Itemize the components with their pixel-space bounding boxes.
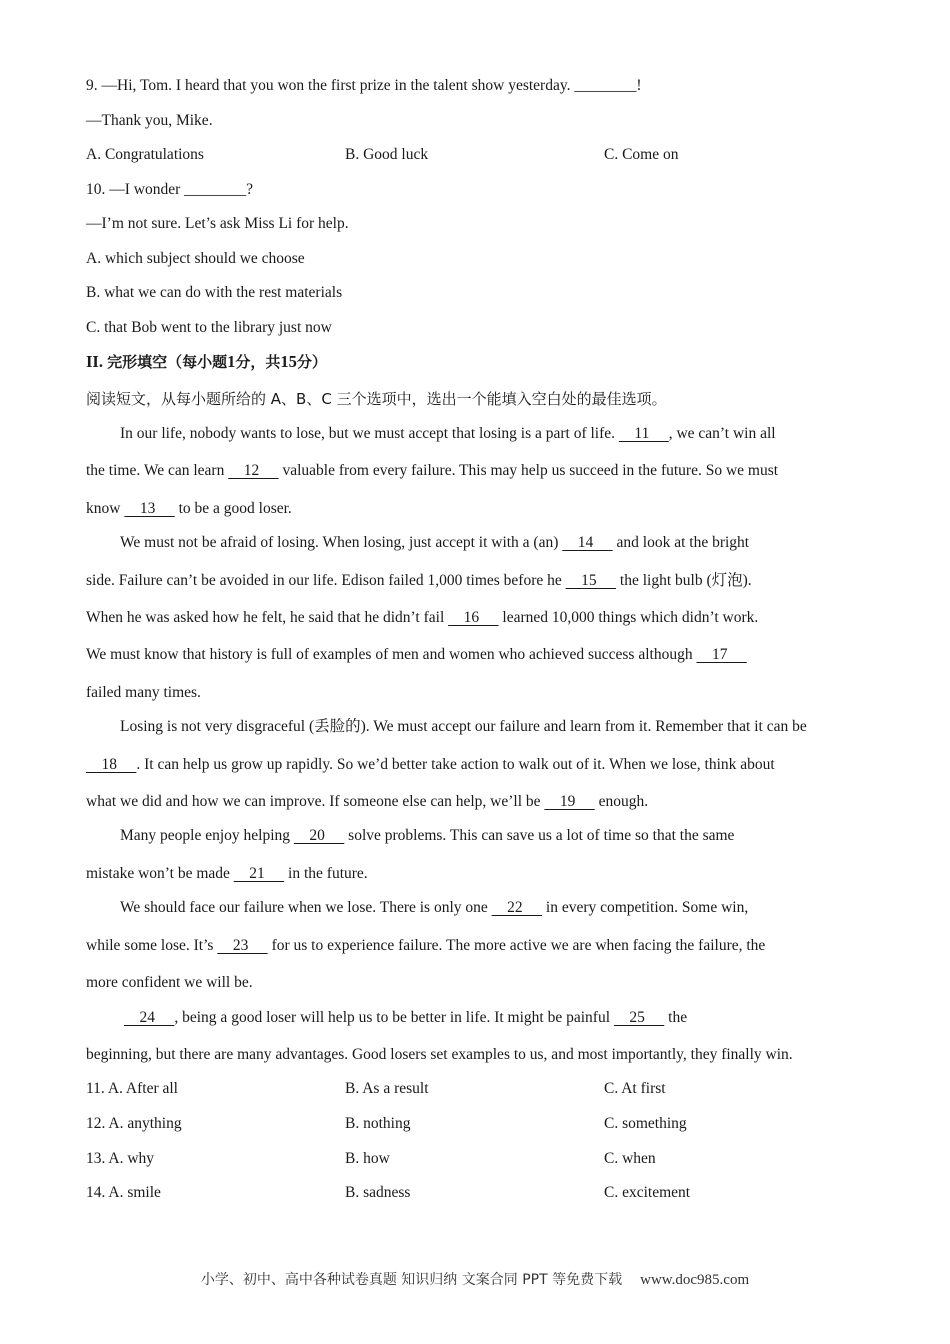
- question-10-reply: —I’m not sure. Let’s ask Miss Li for help.: [86, 215, 349, 232]
- points-total: 15: [280, 352, 297, 371]
- passage-text: valuable from every failure. This may help us succeed in the future. So we must: [278, 462, 779, 479]
- passage-text: , being a good loser will help us to be better in life. It might be painful: [174, 1009, 614, 1026]
- passage-text: solve problems. This can save us a lot of time so that the same: [344, 827, 735, 844]
- passage-text: . It can help us grow up rapidly. So we’d better take action to walk out of it. When we lose, think about: [136, 756, 775, 773]
- q13-option-a: 13. A. why: [86, 1150, 155, 1167]
- q13-option-b: B. how: [345, 1150, 390, 1167]
- passage-text: We should face our failure when we lose. There is only one: [120, 899, 492, 916]
- passage-text: what we did and how we can improve. If someone else can help, we’ll be: [86, 793, 545, 810]
- passage-line: failed many times.: [86, 684, 201, 701]
- passage-text: for us to experience failure. The more active we are when facing the failure, the: [267, 937, 766, 954]
- q14-option-c: C. excitement: [604, 1184, 691, 1201]
- passage-text: We must know that history is full of examples of men and women who achieved success although: [86, 646, 697, 663]
- passage-text: In our life, nobody wants to lose, but we must accept that losing is a part of life.: [120, 425, 619, 442]
- section-title-mid: 分，共: [235, 353, 281, 371]
- blank-23: 23: [217, 937, 268, 954]
- blank-13: 13: [124, 500, 175, 517]
- blank-17: 17: [696, 646, 747, 663]
- question-text: 9. —Hi, Tom. I heard that you won the first prize in the talent show yesterday.: [86, 77, 575, 94]
- q9-option-b: B. Good luck: [345, 146, 429, 163]
- q9-option-c: C. Come on: [604, 146, 679, 163]
- passage-line: [86, 864, 368, 884]
- passage-text: We must not be afraid of losing. When losing, just accept it with a (an): [120, 534, 563, 551]
- passage-text: learned 10,000 things which didn’t work.: [498, 609, 759, 626]
- passage-line: [124, 1008, 687, 1028]
- blank-12: 12: [228, 462, 279, 479]
- passage-line: [86, 936, 765, 956]
- question-9-reply: —Thank you, Mike.: [86, 112, 213, 129]
- passage-text: and look at the bright: [612, 534, 750, 551]
- passage-line: Losing is not very disgraceful (丢脸的). We must accept our failure and learn from it. Remember that it can be: [120, 718, 807, 735]
- q11-option-b: B. As a result: [345, 1080, 429, 1097]
- section-heading: [86, 351, 327, 373]
- passage-text: mistake won’t be made: [86, 865, 234, 882]
- question-text-end: !: [636, 77, 642, 94]
- section-number: II.: [86, 352, 108, 371]
- section-title: 完形填空（每小题: [107, 353, 228, 371]
- q9-option-a: A. Congratulations: [86, 146, 204, 163]
- passage-line: [86, 792, 648, 812]
- blank-19: 19: [544, 793, 595, 810]
- passage-text: the light bulb (灯泡).: [616, 572, 752, 589]
- question-text: 10. —I wonder: [86, 181, 185, 198]
- points-each: 1: [227, 352, 236, 371]
- answer-blank: ________: [184, 181, 247, 198]
- passage-line: [86, 461, 778, 481]
- blank-14: 14: [562, 534, 613, 551]
- passage-line: [86, 755, 775, 775]
- blank-16: 16: [448, 609, 499, 626]
- q14-option-b: B. sadness: [345, 1184, 411, 1201]
- question-10-prompt: [86, 180, 253, 200]
- blank-20: 20: [293, 827, 345, 844]
- question-9-prompt: [86, 76, 642, 96]
- passage-text: side. Failure can’t be avoided in our life. Edison failed 1,000 times before he: [86, 572, 566, 589]
- section-instruction: 阅读短文，从每小题所给的 A、B、C 三个选项中，选出一个能填入空白处的最佳选项。: [86, 390, 667, 408]
- passage-text: Many people enjoy helping: [120, 827, 294, 844]
- footer-link[interactable]: www.doc985.com: [640, 1272, 750, 1288]
- q12-option-c: C. something: [604, 1115, 687, 1132]
- q13-option-c: C. when: [604, 1150, 656, 1167]
- blank-24: 24: [124, 1009, 175, 1026]
- passage-line: [86, 608, 758, 628]
- passage-text: When he was asked how he felt, he said that he didn’t fail: [86, 609, 449, 626]
- blank-18: 18: [86, 756, 137, 773]
- passage-text: while some lose. It’s: [86, 937, 218, 954]
- passage-line: beginning, but there are many advantages. Good losers set examples to us, and most importantly, they finally win.: [86, 1046, 793, 1063]
- passage-line: [86, 571, 752, 591]
- passage-text: enough.: [594, 793, 649, 810]
- blank-15: 15: [565, 572, 617, 589]
- passage-line: [120, 826, 734, 846]
- passage-text: in every competition. Some win,: [542, 899, 749, 916]
- question-text-end: ?: [246, 181, 254, 198]
- passage-line: [86, 499, 292, 519]
- section-title-end: 分）: [296, 353, 327, 371]
- passage-line: [86, 645, 747, 665]
- q10-option-c: C. that Bob went to the library just now: [86, 319, 332, 336]
- blank-22: 22: [491, 899, 543, 916]
- blank-25: 25: [613, 1009, 665, 1026]
- passage-line: [120, 424, 776, 444]
- passage-text: in the future.: [284, 865, 368, 882]
- q12-option-a: 12. A. anything: [86, 1115, 182, 1132]
- blank-11: 11: [618, 425, 669, 442]
- q10-option-b: B. what we can do with the rest materials: [86, 284, 343, 301]
- passage-line: [120, 533, 749, 553]
- q11-option-a: 11. A. After all: [86, 1080, 178, 1097]
- answer-blank: ________: [574, 77, 637, 94]
- q14-option-a: 14. A. smile: [86, 1184, 161, 1201]
- passage-text: to be a good loser.: [174, 500, 292, 517]
- footer-text: 小学、初中、高中各种试卷真题 知识归纳 文案合同 PPT 等免费下载: [200, 1272, 623, 1288]
- blank-21: 21: [233, 865, 285, 882]
- q12-option-b: B. nothing: [345, 1115, 411, 1132]
- passage-text: the: [664, 1009, 688, 1026]
- q11-option-c: C. At first: [604, 1080, 666, 1097]
- passage-text: the time. We can learn: [86, 462, 229, 479]
- passage-line: more confident we will be.: [86, 974, 253, 991]
- passage-line: [120, 898, 748, 918]
- q10-option-a: A. which subject should we choose: [86, 250, 305, 267]
- passage-text: know: [86, 500, 125, 517]
- page-footer: [0, 1269, 950, 1289]
- passage-text: , we can’t win all: [668, 425, 776, 442]
